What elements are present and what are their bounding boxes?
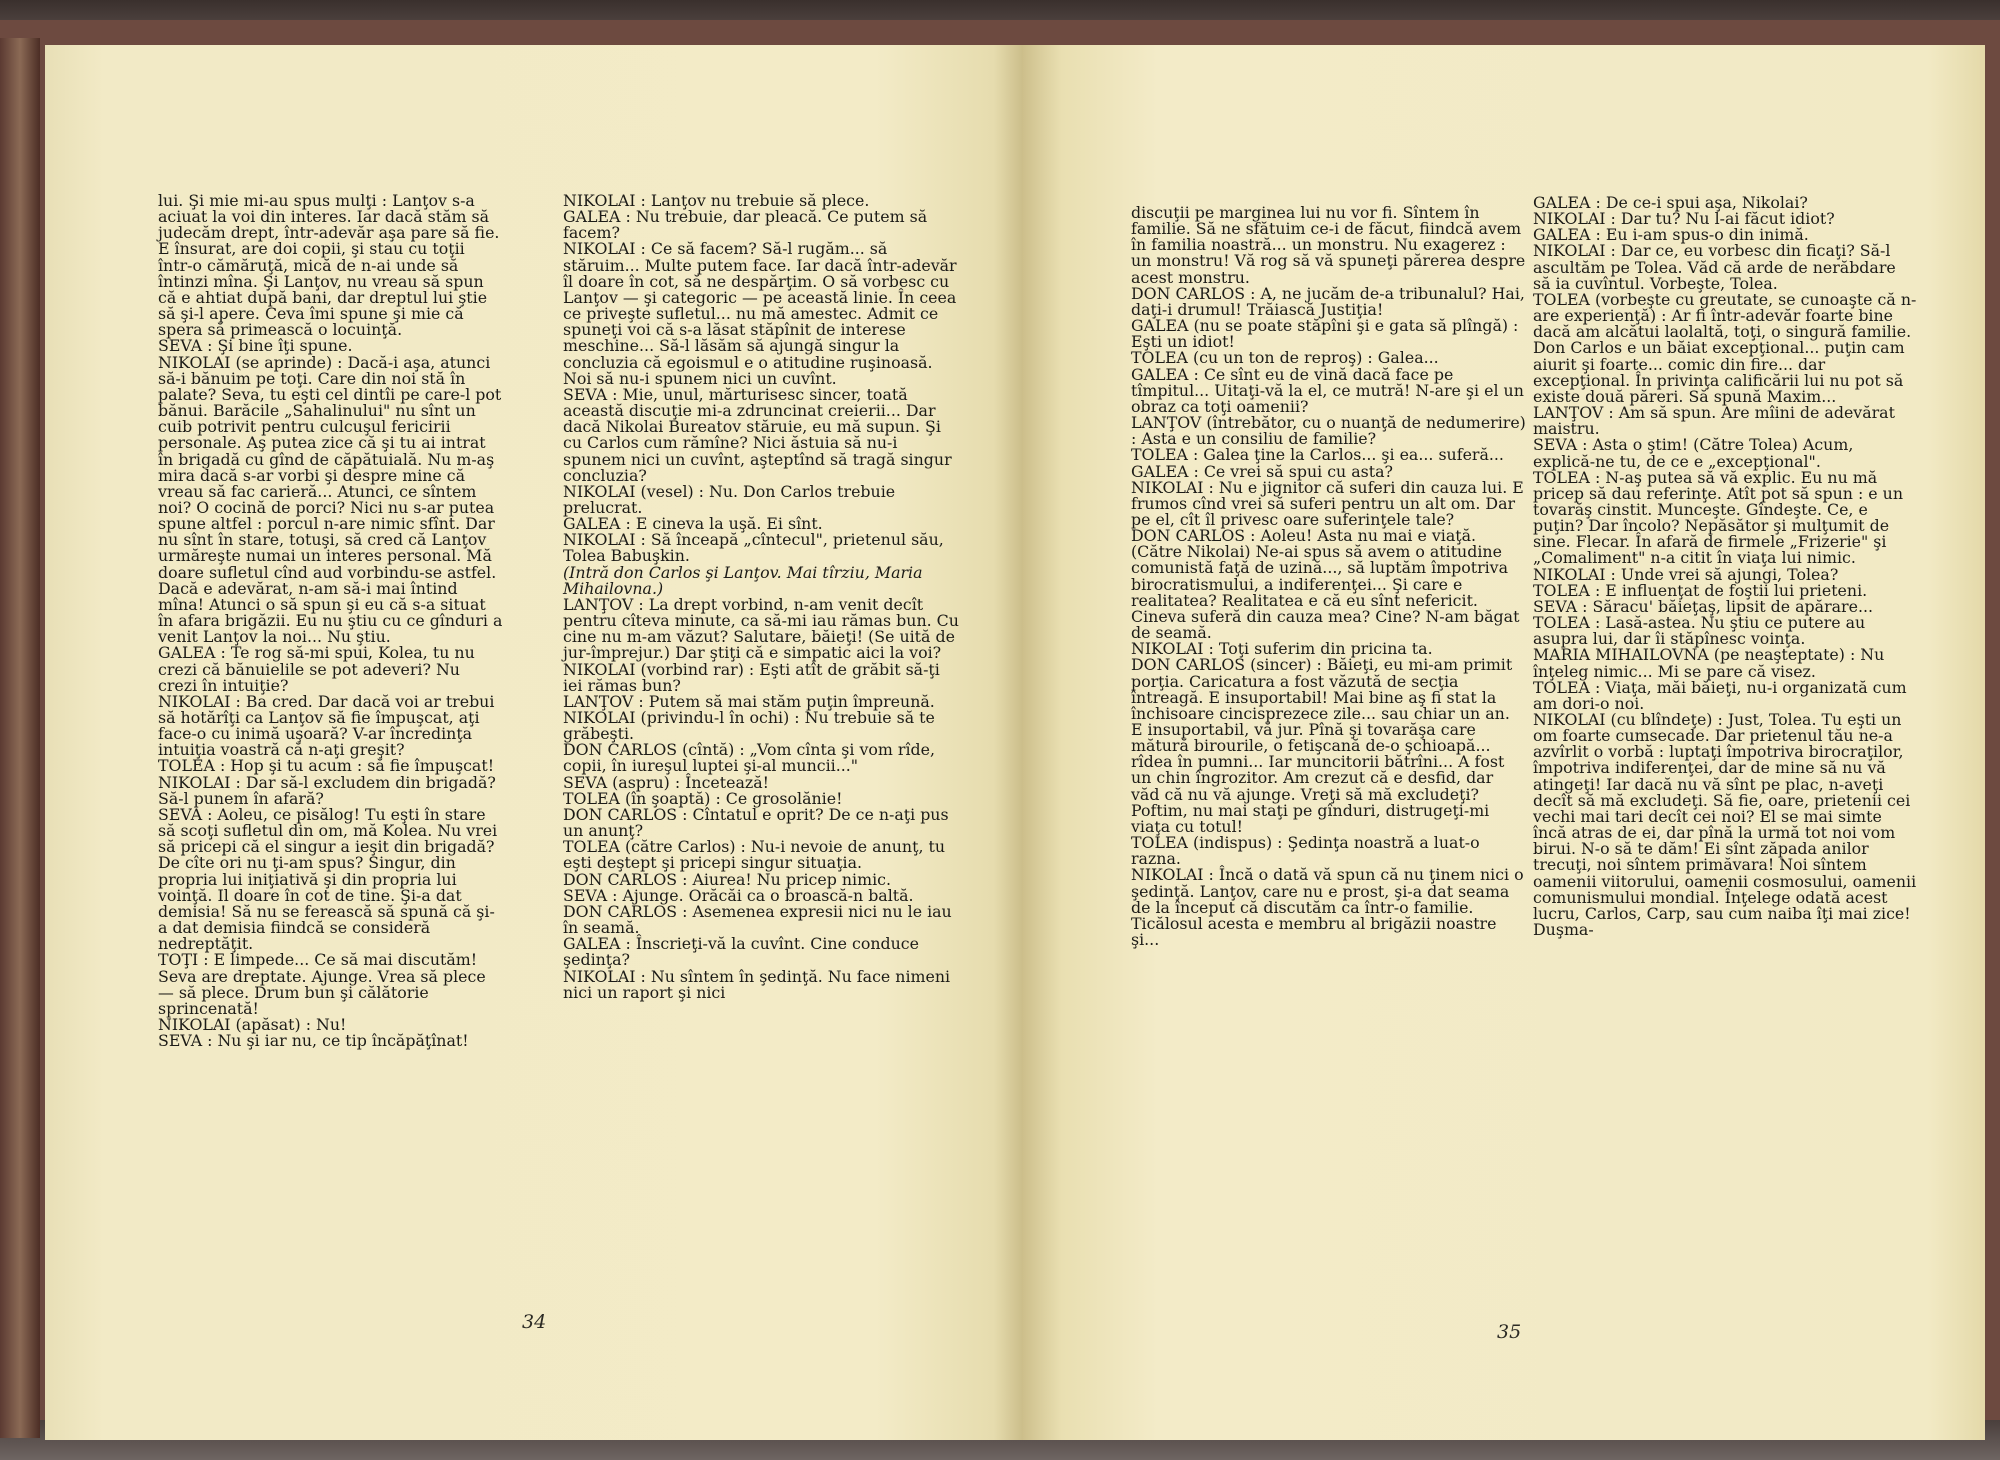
paragraph: GALEA : Ce vrei să spui cu asta?: [1131, 461, 1393, 481]
paragraph: LANŢOV (întrebător, cu o nuanţă de nedumerire) : Asta e un consiliu de familie?: [1131, 413, 1526, 449]
paragraph: GALEA : De ce-i spui aşa, Nikolai?: [1533, 193, 1808, 212]
paragraph: LANŢOV : Am să spun. Are mîini de adevărat maistru.: [1533, 403, 1895, 439]
paragraph: TOLEA : Lasă-astea. Nu ştiu ce putere au asupra lui, dar îi stăpînesc voinţa.: [1533, 613, 1866, 649]
paragraph: SEVA : Nu şi iar nu, ce tip încăpăţînat!: [158, 1031, 469, 1051]
paragraph: NIKOLAI : Ce să facem? Să-l rugăm... să stăruim... Multe putem face. Iar dacă într-adevăr îl doare în cot, să ne despărţim. O să vorbesc cu Lanţov — şi categoric — pe această linie. În ceea ce priveşte sufletul... nu mă amestec. Admit ce spuneţi voi că s-a lăsat stăpînit de interese meschine... Să-l lăsăm să ajungă singur la concluzia că egoismul e o atitudine ruşinoasă. Noi să nu-i spunem nici un cuvînt.: [563, 239, 957, 388]
paragraph: TOŢI : E limpede... Ce să mai discutăm! Seva are dreptate. Ajunge. Vrea să plece — să plece. Drum bun şi călătorie sprincenată!: [158, 950, 486, 1018]
paragraph: GALEA (nu se poate stăpîni şi e gata să plîngă) : Eşti un idiot!: [1131, 316, 1519, 352]
column-1: [158, 193, 503, 1049]
paragraph: NIKOLAI (privindu-l în ochi) : Nu trebuie să te grăbeşti.: [563, 708, 935, 744]
paragraph: NIKOLAI : Nu e jignitor că suferi din cauza lui. E frumos cînd vrei să suferi pentru un alt om. Dar pe el, cît îl privesc oare suferinţele tale?: [1131, 477, 1524, 529]
paragraph: GALEA : Înscrieţi-vă la cuvînt. Cine conduce şedinţa?: [563, 934, 919, 970]
paragraph: DON CARLOS : A, ne jucăm de-a tribunalul? Hai, daţi-i drumul! Trăiască Justiţia!: [1131, 283, 1525, 319]
paragraph: DON CARLOS (sincer) : Băieţi, eu mi-am primit porţia. Caricatura a fost văzută de secţia întreagă. E insuportabil! Mai bine aş fi stat la închisoare cincisprezece zile... sau chiar un an. E insuportabil, vă jur. Pînă şi tovarăşa care mătură birourile, o fetişcană de-o şchioapă... rîdea în pumni... Iar muncitorii bătrîni... A fost un chin îngrozitor. Am crezut că e desfid, dar văd că nu vă ajunge. Vreţi să mă excludeţi? Poftim, nu mai staţi pe gînduri, distrugeţi-mi viaţa cu totul!: [1131, 655, 1513, 836]
paragraph: GALEA : Eu i-am spus-o din inimă.: [1533, 225, 1809, 245]
paragraph: NIKOLAI (se aprinde) : Dacă-i aşa, atunci să-i bănuim pe toţi. Care din noi stă în palate? Seva, tu eşti cel dintîi pe care-l pot bănui. Barăcile „Sahalinului" nu sînt un cuib potrivit pentru culcuşul fericirii personale. Aş putea zice că şi tu ai intrat în brigadă cu gînd de căpătuială. Nu m-aş mira dacă s-ar vorbi şi despre mine că vreau să fac carieră... Atunci, ce sîntem noi? O cocină de porci? Nici nu s-ar putea spune altfel : porcul n-are nimic sfînt. Dar nu sînt în stare, totuşi, să cred că Lanţov urmăreşte numai un interes personal. Mă doare sufletul cînd aud vorbindu-se astfel. Dacă e adevărat, n-am să-i mai întind mîna! Atunci o să spun şi eu că s-a situat în afara brigăzii. Eu nu ştiu cu ce gînduri a venit Lanţov la noi... Nu ştiu.: [158, 352, 503, 647]
paragraph: GALEA : Ce sînt eu de vină dacă face pe tîmpitul... Uitaţi-vă la el, ce mutră! N-are şi el un obraz ca toţi oamenii?: [1131, 364, 1524, 416]
paragraph: SEVA : Mie, unul, mărturisesc sincer, toată această discuţie mi-a zdruncinat creierii... Dar dacă Nikolai Bureatov stăruie, eu mă supun. Şi cu Carlos cum rămîne? Nici ăstuia să nu-i spunem nici un cuvînt, aşteptînd să tragă singur concluzia?: [563, 384, 952, 485]
paragraph: NIKOLAI : Lanţov nu trebuie să plece.: [563, 191, 870, 210]
paragraph: TOLEA : Viaţa, măi băieţi, nu-i organizată cum am dori-o noi.: [1533, 677, 1907, 713]
paragraph: SEVA : Asta o ştim! (Către Tolea) Acum, explică-ne tu, de ce e „excepţional".: [1533, 435, 1854, 471]
paragraph: DON CARLOS : Asemenea expresii nici nu le iau în seamă.: [563, 901, 952, 938]
paragraph: NIKOLAI (vesel) : Nu. Don Carlos trebuie prelucrat.: [563, 481, 896, 517]
column-4: [1533, 195, 1918, 938]
paragraph: TOLEA : N-aş putea să vă explic. Eu nu mă pricep să dau referinţe. Atît pot să spun : e un tovarăş cinstit. Munceşte. Gîndeşte. Ce, e puţin? Dar încolo? Nepăsător şi mulţumit de sine. Flecar. În afară de firmele „Frizerie" şi „Comaliment" n-a citit în viaţa lui nimic.: [1533, 467, 1904, 568]
paragraph: LANŢOV : Putem să mai stăm puţin împreună.: [563, 691, 935, 711]
paragraph: NIKOLAI : Dar tu? Nu l-ai făcut idiot?: [1533, 209, 1835, 229]
page-number: 35: [1497, 1321, 1522, 1343]
paragraph: GALEA : E cineva la uşă. Ei sînt.: [563, 514, 823, 534]
paragraph: TOLEA : Hop şi tu acum : să fie împuşcat!: [158, 756, 495, 776]
paragraph: lui. Şi mie mi-au spus mulţi : Lanţov s-a aciuat la voi din interes. Iar dacă stăm să judecăm drept, într-adevăr aşa pare să fie. E însurat, are doi copii, şi stau cu toţii într-o cămăruţă, mică de n-ai unde să întinzi mîna. Şi Lanţov, nu vreau să spun că e ahtiat după bani, dar dreptul lui ştie să şi-l apere. Ceva îmi spune şi mie că spera să primească o locuinţă.: [158, 191, 500, 340]
paragraph: NIKOLAI : Încă o dată vă spun că nu ţinem nici o şedinţă. Lanţov, care nu e prost, şi-a dat seama de la început că discutăm ca într-o familie. Ticălosul acesta e membru al brigăzii noastre şi...: [1131, 865, 1524, 950]
paragraph: GALEA : Nu trebuie, dar pleacă. Ce putem să facem?: [563, 207, 928, 243]
paragraph: DON CARLOS : Aiurea! Nu pricep nimic.: [563, 869, 891, 889]
paragraph: NIKOLAI : Unde vrei să ajungi, Tolea?: [1533, 564, 1839, 584]
paragraph: GALEA : Te rog să-mi spui, Kolea, tu nu crezi că bănuielile se pot adeveri? Nu crezi în intuiţie?: [158, 643, 475, 695]
paragraph: DON CARLOS : Aoleu! Asta nu mai e viaţă. (Către Nikolai) Ne-ai spus să avem o atitudine comunistă faţă de uzină..., să luptăm împotriva birocratismului, a indiferenţei... Şi care e realitatea? Realitatea e că eu sînt nefericit. Cineva suferă din cauza mea? Cine? N-am băgat de seamă.: [1131, 526, 1520, 643]
paragraph: TOLEA (în şoaptă) : Ce grosolănie!: [563, 788, 843, 808]
page-number: 34: [522, 1311, 547, 1333]
paragraph: SEVA : Aoleu, ce pisălog! Tu eşti în stare să scoţi sufletul din om, mă Kolea. Nu vrei să pricepi că el singur a ieşit din brigadă? De cîte ori nu ţi-am spus? Singur, din propria lui iniţiativă şi din propria lui voinţă. Il doare în cot de tine. Şi-a dat demisia! Să nu se ferească să spună că şi-a dat demisia fiindcă se consideră nedreptăţit.: [158, 804, 498, 954]
paragraph: TOLEA (cu un ton de reproş) : Galea...: [1131, 348, 1439, 368]
stage-direction: (Intră don Carlos şi Lanţov. Mai tîrziu, Maria Mihailovna.): [563, 562, 923, 598]
left-page: [45, 45, 1023, 1440]
paragraph: TOLEA (indispus) : Şedinţa noastră a luat-o razna.: [1131, 833, 1480, 869]
paragraph: SEVA : Săracu' băieţaş, lipsit de apărare...: [1533, 596, 1874, 616]
paragraph: NIKOLAI : Nu sîntem în şedinţă. Nu face nimeni nici un raport şi nici: [563, 966, 951, 1002]
paragraph: TOLEA (către Carlos) : Nu-i nevoie de anunţ, tu eşti deştept şi pricepi singur situaţia.: [563, 837, 946, 873]
paragraph: MARIA MIHAILOVNA (pe neaşteptate) : Nu înţeleg nimic... Mi se pare că visez.: [1533, 645, 1885, 681]
paragraph: DON CARLOS (cîntă) : „Vom cînta şi vom rîde, copii, în iureşul luptei şi-al muncii...": [563, 740, 936, 776]
book-edge: [0, 38, 40, 1438]
paragraph: TOLEA : E influenţat de foştii lui prieteni.: [1533, 580, 1868, 600]
paragraph: NIKOLAI (cu blîndeţe) : Just, Tolea. Tu eşti un om foarte cumsecade. Dar prietenul tău ne-a azvîrlit o vorbă : luptaţi împotriva birocraţilor, împotriva indiferenţei, dar de mine să nu vă atingeţi! Iar dacă nu vă sînt pe plac, n-aveţi decît să mă excludeţi. Să fie, oare, prietenii cei vechi mai tari decît cei noi? El se mai simte încă atras de ei, dar pînă la urmă tot noi vom birui. N-o să te dăm! Ei sînt zăpada anilor trecuţi, noi sîntem primăvara! Noi sîntem oamenii viitorului, oamenii cosmosului, oamenii comunismului mondial. Înţelege odată acest lucru, Carlos, Carp, sau cum naiba îţi mai zice! Duşma-: [1533, 710, 1917, 940]
paragraph: TOLEA (vorbeşte cu greutate, se cunoaşte că n-are experienţă) : Ar fi într-adevăr foarte bine dacă am alcătui laolaltă, toţi, o singură familie. Don Carlos e un băiat excepţional... puţin cam aiurit şi foarte... comic din fire... dar excepţional. În privinţa calificării lui nu pot să existe două păreri. Să spună Maxim...: [1533, 289, 1917, 406]
paragraph: DON CARLOS : Cîntatul e oprit? De ce n-aţi pus un anunţ?: [563, 804, 949, 841]
paragraph: NIKOLAI : Ba cred. Dar dacă voi ar trebui să hotărîţi ca Lanţov să fie împuşcat, aţi face-o cu inimă uşoară? V-ar încredinţa intuiţia voastră că n-aţi greşit?: [158, 691, 495, 760]
paragraph: NIKOLAI (apăsat) : Nu!: [158, 1014, 347, 1034]
right-page: [1023, 45, 1985, 1440]
paragraph: LANŢOV : La drept vorbind, n-am venit decît pentru cîteva minute, ca să-mi iau rămas bun. Cu cine nu m-am văzut? Salutare, băieţi! (Se uită de jur-împrejur.) Dar ştiţi că e simpatic aici la voi?: [563, 594, 959, 663]
column-3: [1131, 205, 1526, 948]
paragraph: SEVA : Ajunge. Orăcăi ca o broască-n baltă.: [563, 885, 914, 905]
paragraph: NIKOLAI : Să înceapă „cîntecul", prietenul său, Tolea Babuşkin.: [563, 530, 944, 566]
paragraph: NIKOLAI : Dar ce, eu vorbesc din ficaţi? Să-l ascultăm pe Tolea. Văd că arde de nerăbdare să ia cuvîntul. Vorbeşte, Tolea.: [1533, 241, 1896, 293]
paragraph: NIKOLAI (vorbind rar) : Eşti atît de grăbit să-ţi iei rămas bun?: [563, 659, 940, 695]
paragraph: discuţii pe marginea lui nu vor fi. Sîntem în familie. Să ne sfătuim ce-i de făcut, fiindcă avem în familia noastră... un monstru. Nu exagerez : un monstru! Vă rog să vă spuneţi părerea despre acest monstru.: [1131, 203, 1526, 287]
column-2: [563, 193, 963, 1001]
paragraph: NIKOLAI : Toţi suferim din pricina ta.: [1131, 639, 1433, 659]
paragraph: SEVA : Şi bine îţi spune.: [158, 336, 353, 356]
paragraph: TOLEA : Galea ţine la Carlos... şi ea... suferă...: [1131, 445, 1504, 465]
paragraph: NIKOLAI : Dar să-l excludem din brigadă? Să-l punem în afară?: [158, 772, 496, 808]
paragraph: SEVA (aspru) : Încetează!: [563, 772, 769, 792]
